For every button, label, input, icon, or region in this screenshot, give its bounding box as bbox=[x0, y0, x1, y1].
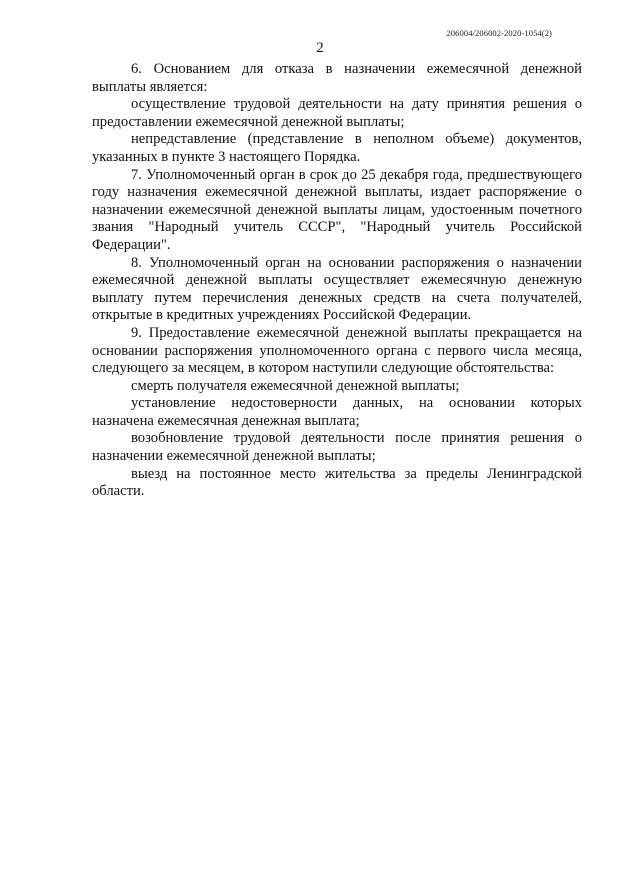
paragraph-circumstance-death: смерть получателя ежемесячной денежной выплаты; bbox=[131, 377, 460, 394]
document-number: 206004/206002-2020-1054(2) bbox=[446, 28, 552, 38]
paragraph-circumstance-invalid-data: установление недостоверности данных, на основании которых назначена ежемесячная денежная выплата; bbox=[92, 395, 582, 429]
paragraph-reason-documents: непредставление (представление в неполном объеме) документов, указанных в пункте 3 настоящего Порядка. bbox=[92, 131, 582, 165]
paragraph-circumstance-relocation: выезд на постоянное место жительства за пределы Ленинградской области. bbox=[92, 465, 582, 500]
paragraph-item-8: 8. Уполномоченный орган на основании распоряжения о назначении ежемесячной денежной выплаты осуществляет ежемесячную денежную выплату путем перечисления денежных средств на счета получателей, открытые в кредитных учреждениях Российской Федерации. bbox=[92, 254, 582, 324]
page-number: 2 bbox=[316, 40, 324, 56]
paragraph-circumstance-resumed-work: возобновление трудовой деятельности после принятия решения о назначении ежемесячной денежной выплаты; bbox=[92, 430, 582, 465]
document-body bbox=[92, 61, 582, 501]
paragraph-reason-employment: осуществление трудовой деятельности на дату принятия решения о предоставлении ежемесячной денежной выплаты; bbox=[92, 96, 582, 130]
paragraph-item-6: 6. Основанием для отказа в назначении ежемесячной денежной выплаты является: bbox=[92, 61, 582, 95]
paragraph-item-9: 9. Предоставление ежемесячной денежной выплаты прекращается на основании распоряжения уполномоченного органа с первого числа месяца, следующего за месяцем, в котором наступили следующие обстоятельства: bbox=[92, 324, 582, 377]
paragraph-item-7: 7. Уполномоченный орган в срок до 25 декабря года, предшествующего году назначения ежемесячной денежной выплаты, издает распоряжение о назначении ежемесячной денежной выплаты лицам, удостоенным почетного звания "Народный учитель СССР", "Народный учитель Российской Федерации". bbox=[92, 166, 582, 253]
